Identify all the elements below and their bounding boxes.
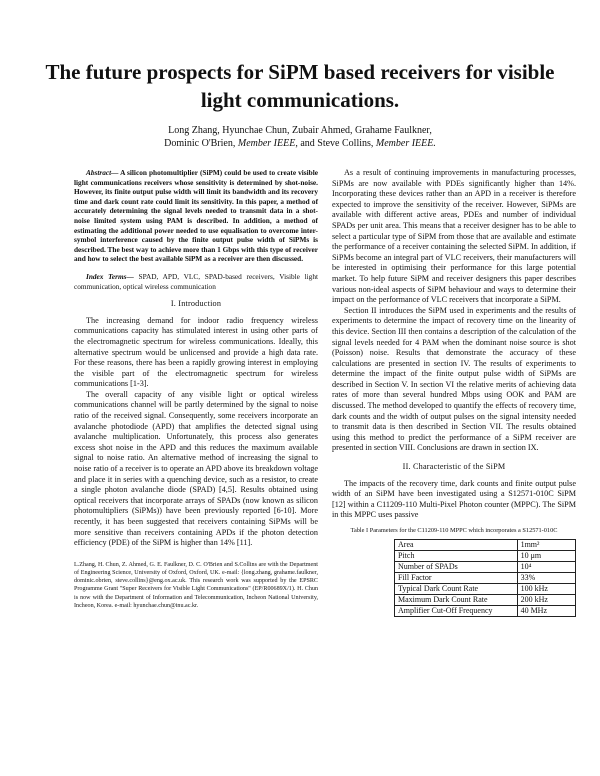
table-cell-label: Typical Dark Count Rate (395, 584, 518, 595)
table-cell-label: Amplifier Cut-Off Frequency (395, 606, 518, 617)
table-row (395, 584, 576, 595)
right-paragraph-1: As a result of continuing improvements in manufacturing processes, SiPMs are now available with PDEs significantly higher than 14%. Incorporating these devices rather than an APD in a receiver is therefore expected to improve the sensitivity of the receiver. However, SiPMs are available with different active areas, PDEs and number of individual SPADs per unit area. This means that a receiver designer has to be able to select a particular type of SiPM from those that are available and estimate the performance of a receiver containing the selected SiPM. In addition, if SiPMs become an integral part of VLC receivers, their manufacturers will be interested in optimising their performance for this large potential market. To help future SiPM and receiver designers this paper describes various non-ideal aspects of SiPM behaviour and ways to determine their impact on the performance of VLC receivers that incorporate a SiPM. (332, 168, 576, 305)
table-cell-value: 33% (517, 573, 575, 584)
author-affiliation-1: Member IEEE (237, 138, 296, 149)
intro-paragraph-1: The increasing demand for indoor radio frequency wireless communications capacity has stimulated interest in using other parts of the electromagnetic spectrum for wireless communications. Ideally, this alternative spectrum would be unlicensed and provide a high data rate. For these reasons, there has been a rapidly growing interest in employing the visible part of the electromagnetic spectrum for wireless communications [1-3]. (74, 315, 318, 389)
right-paragraph-2: Section II introduces the SiPM used in experiments and the results of experiments to determine the impact of recovery time on the linearity of this device. Section III then contains a description of the calculation of the signal levels needed for 4 PAM when the dominant noise source is shot (Poisson) noise. Results that demonstrate the accuracy of these calculations are presented in section IV. The results of experiments to determine the impact of the finite output pulse width of SiPMs are described in Section V. In section VI the relative merits of achieving data rates of more than several hundred Mbps using OOK and PAM are discussed. The method developed to quantify the effects of recovery time, dark counts and the width of output pulses on the signal intensity needed to transmit data is then described in Section VII. The results obtained using this method to predict the performance of a SiPM receiver are presented in section VIII. Conclusions are drawn in section IX. (332, 305, 576, 453)
author-affiliation-2: Member IEEE. (375, 138, 436, 149)
abstract (74, 168, 318, 264)
table-cell-label: Fill Factor (395, 573, 518, 584)
authors-names-2: Dominic O'Brien, (164, 138, 238, 149)
table-cell-label: Pitch (395, 551, 518, 562)
paper-title: The future prospects for SiPM based receivers for visible light communications. (45, 60, 555, 112)
table-row (395, 551, 576, 562)
table-row (395, 540, 576, 551)
abstract-lead: Abstract— (86, 168, 119, 177)
authors-connector: , and Steve Collins, (295, 138, 376, 149)
author-footnote: L.Zhang, H. Chun, Z. Ahmed, G. E. Faulkner, D. C. O'Brien and S.Collins are with the Department of Engineering Science, University of Oxford, Oxford, UK. e-mail: {long.zhang, grahame.faulkner, dominic.obrien, steve.collins}@eng.ox.ac.uk. This research work was supported by the EPSRC Programme Grant "Super Receivers for Visible Light Communications" (EP/R00689X/1). H. Chun is now with the Department of Information and Telecommunication, Incheon National University, Incheon, Korea. e-mail: hyunchae.chun@inu.ac.kr. (74, 561, 318, 609)
index-terms-lead: Index Terms— (86, 271, 134, 281)
table-row (395, 573, 576, 584)
right-column (332, 168, 576, 617)
table-cell-label: Area (395, 540, 518, 551)
author-list (90, 124, 510, 150)
index-terms-text: SPAD, APD, VLC, SPAD-based receivers, Visible light communication, optical wireless communication (74, 271, 318, 291)
table-caption: Table I Parameters for the C11209-110 MPPC which incorporates a S12571-010C (350, 527, 558, 534)
section-1-heading: I. Introduction (170, 299, 222, 309)
authors-line-1: Long Zhang, Hyunchae Chun, Zubair Ahmed, Grahame Faulkner, (168, 125, 432, 136)
authors-line-2 (90, 137, 510, 150)
table-cell-value: 10 μm (517, 551, 575, 562)
section-2-paragraph-1: The impacts of the recovery time, dark counts and finite output pulse width of an SiPM have been investigated using a S12571-010C SiPM [12] within a C11209-110 Multi-Pixel Photon counter (MPPC). The SiPM in this MPPC uses passive (332, 478, 576, 520)
parameters-table (394, 539, 576, 617)
left-column (74, 168, 318, 610)
table-cell-value: 10⁴ (517, 562, 575, 573)
table-cell-value: 100 kHz (517, 584, 575, 595)
table-cell-label: Maximum Dark Count Rate (395, 595, 518, 606)
table-cell-label: Number of SPADs (395, 562, 518, 573)
table-cell-value: 200 kHz (517, 595, 575, 606)
table-row (395, 562, 576, 573)
index-terms (74, 272, 318, 291)
table-row (395, 606, 576, 617)
table-row (395, 595, 576, 606)
section-2-heading: II. Characteristic of the SiPM (402, 462, 506, 472)
intro-paragraph-2: The overall capacity of any visible light or optical wireless communications channel will be partly determined by the signal to noise ratio of the received signal. Consequently, some receivers incorporate an avalanche photodiode (APD) that amplifies the detected signal using avalanche multiplication. Unfortunately, this process also generates excess shot noise in the APD and this reduces the maximum available signal to noise ratio. An alternative method of increasing the signal to noise ratio of a receiver is to operate an APD above its breakdown voltage and place it in series with a quenching device, such as a resistor, to create a single photon avalanche diode (SPAD) [4,5]. Results obtained using optical receivers that incorporate arrays of SPADs (now known as silicon photomultipliers (SiPMs)) have been previously reported [6-10]. More recently, it has been suggested that receivers containing SiPMs will be more sensitive than receivers containing APDs if the photon detection efficiency (PDE) of the SiPM is higher than 14% [11]. (74, 389, 318, 548)
table-cell-value: 1mm² (517, 540, 575, 551)
table-cell-value: 40 MHz (517, 606, 575, 617)
abstract-text: A silicon photomultiplier (SiPM) could be used to create visible light communications receivers whose sensitivity is determined by shot-noise. However, its finite output pulse width will limit its bandwidth and its recovery time and dark count rate could limit its sensitivity. In this paper, a method of accurately determining the signal levels needed to transmit data in a shot-noise limited system using PAM is described. In addition, a method of estimating the additional power needed to use equalisation to overcome inter-symbol interference caused by the finite output pulse width of SiPMs is described. The best way to achieve more than 1 Gbps with this type of receiver and how to select the best available SiPM as a receiver are then discussed. (74, 168, 318, 264)
